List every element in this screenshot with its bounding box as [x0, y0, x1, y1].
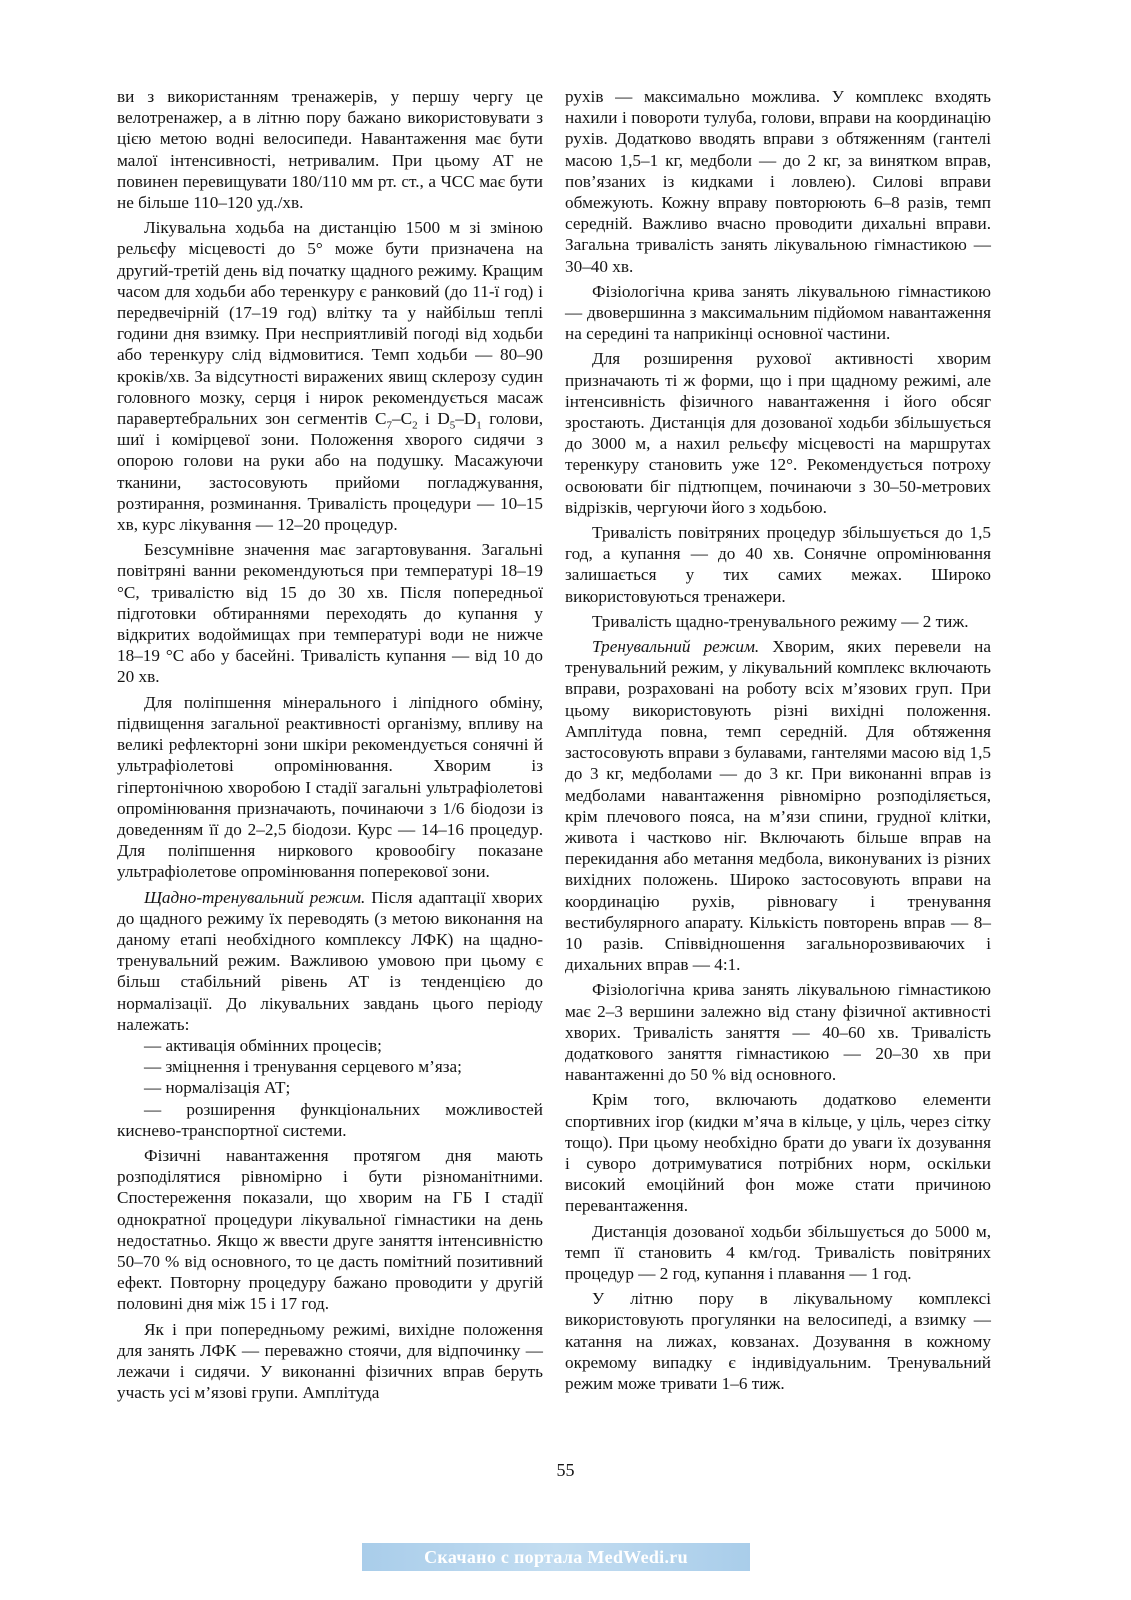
- paragraph: [117, 887, 543, 1035]
- paragraph: Як і при попередньому режимі, вихідне положення для занять ЛФК — переважно стоячи, для відпочинку — лежачи і сидячи. У виконанні фізичних вправ беруть участь усі м’язові групи. Амплітуда: [117, 1319, 543, 1403]
- paragraph: Фізіологічна крива занять лікувальною гімнастикою — двовершинна з максимальним підйомом навантаження на середині та наприкінці основної частини.: [565, 281, 991, 344]
- page-number: 55: [556, 1460, 575, 1480]
- right-column: [565, 86, 991, 1398]
- paragraph: Безсумнівне значення має загартовування. Загальні повітряні ванни рекомендуються при температурі 18–19 °С, тривалістю від 15 до 30 хв. Після попередньої підготовки обтираннями переходять до купання у відкритих водоймищах при температурі води не нижче 18–19 °С або у басейні. Тривалість купання — від 10 до 20 хв.: [117, 540, 543, 687]
- paragraph: Тривалість щадно-тренувального режиму — 2 тиж.: [592, 611, 969, 631]
- list-item: — зміцнення і тренування серцевого м’яза;: [144, 1057, 462, 1077]
- subscript: 5: [449, 419, 456, 432]
- paragraph: рухів — максимально можлива. У комплекс входять нахили і повороти тулуба, голови, вправи на координацію рухів. Додатково вводять вправи з обтяженням (гантелі масою 1,5–1 кг, медболи — до 2 кг, за винятком вправ, пов’язаних із кидками і ловлею). Силові вправи обмежують. Кожну вправу повторюють 6–8 разів, темп середній. Важливо вчасно проводити дихальні вправи. Загальна тривалість занять лікувальною гімнастикою — 30–40 хв.: [565, 87, 991, 276]
- watermark-banner: Скачано с портала MedWedi.ru: [362, 1543, 750, 1571]
- list-item: — розширення функціональних можливостей киснево-транспортної системи.: [117, 1099, 543, 1140]
- paragraph: Фізіологічна крива занять лікувальною гімнастикою має 2–3 вершини залежно від стану фізичної активності хворих. Тривалість заняття — 40–60 хв. Тривалість додаткового заняття гімнастикою — 20–30 хв при навантаженні до 50 % від основного.: [565, 980, 991, 1085]
- paragraph: Для поліпшення мінерального і ліпідного обміну, підвищення загальної реактивності організму, впливу на великі рефлекторні зони шкіри рекомендується сонячні й ультрафіолетові опромінювання. Хворим із гіпертонічною хворобою І стадії загальні ультрафіолетові опромінювання призначають, починаючи з 1/6 біодози із доведенням її до 2–2,5 біодози. Курс — 14–16 процедур. Для поліпшення ниркового кровообігу показане ультрафіолетове опромінювання поперекової зони.: [117, 692, 543, 882]
- paragraph-text: –C: [392, 409, 413, 429]
- paragraph: [565, 636, 991, 975]
- subscript: 1: [476, 419, 482, 432]
- paragraph: ви з використанням тренажерів, у першу чергу це велотренажер, а в літню пору бажано використовувати з цією метою водні велосипеди. Навантаження має бути малої інтенсивності, нетривалим. При цьому АТ не повинен перевищувати 180/110 мм рт. ст., а ЧСС має бути не більше 110–120 уд./хв.: [117, 87, 543, 213]
- paragraph-text: Після адаптації хворих до щадного режиму їх переводять (з метою виконання на даному етапі необхідного комплексу ЛФК) на щадно-тренувальний режим. Важливою умовою при цьому є більш стабільний рівень АТ із тенденцією до нормалізації. До лікувальних завдань цього періоду належать:: [117, 887, 543, 1034]
- paragraph-text: Лікувальна ходьба на дистанцію 1500 м зі зміною рельєфу місцевості до 5° може бути призначена на другий-третій день від початку щадного режиму. Кращим часом для ходьби або теренкуру є ранковий (до 11-ї год) і передвечірній (17–19 год) влітку та у найбільш теплі години дня взимку. При несприятливій погоді від ходьби або теренкуру слід відмовитися. Темп ходьби — 80–90 кроків/хв. За відсутності виражених явищ склерозу судин головного мозку, серця і нирок рекомендується масаж паравертебральних зон сегментів C: [117, 218, 543, 429]
- list-item: — нормалізація АТ;: [144, 1078, 291, 1098]
- paragraph: [117, 217, 543, 535]
- paragraph: Фізичні навантаження протягом дня мають розподілятися рівномірно і бути різноманітними. Спостереження показали, що хворим на ГБ І стадії однократної процедури лікувальної гімнастики на день недостатньо. Якщо ж ввести друге заняття інтенсивністю 50–70 % від основного, то це дасть помітний позитивний ефект. Повторну процедуру бажано проводити у другій половині дня між 15 і 17 год.: [117, 1145, 543, 1314]
- paragraph-text: –D: [455, 409, 477, 429]
- subscript: 2: [412, 419, 418, 432]
- paragraph-text: голови, шиї і комірцевої зони. Положення хворого сидячи з опорою голови на руки або на подушку. Масажуючи тканини, застосовують прийоми погладжування, розтирання, розминання. Тривалість процедури — 10–15 хв, курс лікування — 12–20 процедур.: [117, 409, 544, 535]
- paragraph: Крім того, включають додатково елементи спортивних ігор (кидки м’яча в кільце, у ціль, через сітку тощо). При цьому необхідно брати до уваги їх дозування і суворо дотримуватися потрібних норм, оскільки високий емоційний фон може стати причиною перевантаження.: [565, 1090, 991, 1216]
- paragraph: Тривалість повітряних процедур збільшується до 1,5 год, а купання — до 40 хв. Сонячне опромінювання залишається у тих самих межах. Широко використовуються тренажери.: [565, 523, 991, 606]
- section-heading: Щадно-тренувальний режим.: [144, 887, 366, 907]
- subscript: 7: [386, 419, 393, 432]
- paragraph: У літню пору в лікувальному комплексі використовують прогулянки на велосипеді, а взимку — катання на лижах, ковзанах. Дозування в кожному окремому випадку є індивідуальним. Тренувальний режим може тривати 1–6 тиж.: [565, 1289, 991, 1393]
- left-column: [117, 86, 543, 1407]
- paragraph-text: і D: [417, 409, 450, 429]
- paragraph: Для розширення рухової активності хворим призначають ті ж форми, що і при щадному режимі, але інтенсивність фізичного навантаження і його обсяг зростають. Дистанція для дозованої ходьби збільшується до 3000 м, а нахил рельєфу місцевості на маршрутах теренкуру становить уже 12°. Рекомендується потроху освоювати біг підтюпцем, починаючи з 30–50-метрових відрізків, чергуючи його з ходьбою.: [565, 349, 991, 517]
- paragraph: Дистанція дозованої ходьби збільшується до 5000 м, темп її становить 4 км/год. Тривалість повітряних процедур — 2 год, купання і плавання — 1 год.: [565, 1221, 991, 1283]
- paragraph-text: Хворим, яких перевели на тренувальний режим, у лікувальний комплекс включають вправи, розраховані на роботу всіх м’язових груп. При цьому використовують різні вихідні положення. Амплітуда повна, темп середній. Для обтяження застосовують вправи з булавами, гантелями масою від 1,5 до 3 кг, медболами — до 3 кг. При виконанні вправ із медболами навантаження рівномірно розподіляється, крім плечового пояса, на м’язи спини, грудної клітки, живота і частково ніг. Включають більше вправ на перекидання або метання медбола, виконуваних із різних вихідних положень. Широко застосовують вправи на координацію рухів, рівновагу і тренування вестибулярного апарату. Кількість повторень вправ — 8–10 разів. Співвідношення загальнорозвиваючих і дихальних вправ — 4:1.: [565, 637, 991, 975]
- section-heading: Тренувальний режим.: [592, 637, 760, 657]
- list-item: — активація обмінних процесів;: [144, 1035, 382, 1055]
